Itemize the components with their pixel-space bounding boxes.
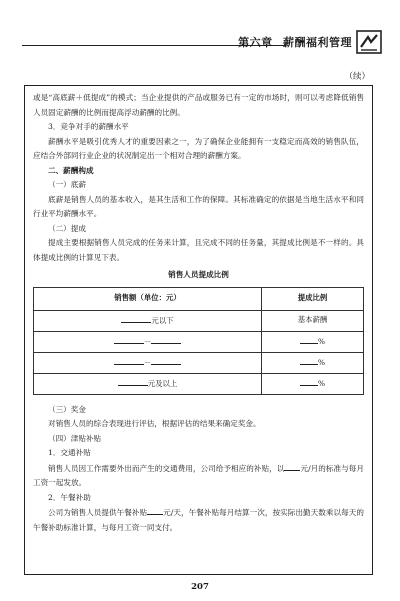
paragraph: 或是“高底薪＋低提成”的模式；当企业提供的产品或服务已有一定的市场时，则可以考虑降低销售人员固定薪酬的比例而提高浮动薪酬的比例。	[33, 93, 364, 117]
cell-text: 元及以上	[147, 378, 178, 388]
subheading: 2．午餐补助	[48, 492, 91, 502]
table-cell	[262, 373, 364, 394]
chapter-name: 薪酬福利管理	[283, 36, 352, 49]
table-cell	[34, 373, 262, 394]
table-cell	[262, 352, 364, 373]
cell-text: 元以下	[151, 315, 174, 325]
continued-label: （续）	[344, 72, 370, 82]
fill-blank	[300, 334, 318, 344]
paragraph	[33, 505, 364, 535]
subheading: （一）底薪	[48, 180, 86, 189]
paragraph: 提成主要根据销售人员完成的任务来计算，且完成不同的任务量，其提成比例是不一样的。具体提成比例的计算见下表。	[33, 238, 364, 262]
table-cell	[34, 310, 262, 331]
table-row	[34, 373, 364, 394]
page-number: 207	[191, 582, 209, 592]
table-row	[34, 352, 364, 373]
commission-table	[33, 287, 364, 395]
fill-blank	[300, 376, 318, 386]
fill-blank	[151, 355, 181, 365]
subheading: （四）津贴补贴	[48, 433, 102, 443]
fill-blank	[121, 313, 151, 323]
text-run: 元/月的标准与每月工资一起发放。	[33, 463, 365, 487]
section-heading: 二、薪酬构成	[48, 165, 94, 175]
cell-text: －	[143, 357, 152, 367]
table-header-row	[34, 287, 364, 310]
subheading: 1．交通补贴	[48, 448, 91, 457]
fill-blank	[147, 505, 163, 515]
subheading: （二）提成	[48, 223, 86, 233]
paragraph: 底薪是销售人员的基本收入，是其生活和工作的保障。其标准确定的依据是当地生活水平和同行业平均薪酬水平。	[33, 194, 364, 218]
fill-blank	[151, 334, 181, 344]
chapter-title	[238, 34, 352, 50]
cell-text: －	[143, 336, 152, 346]
table-cell	[34, 352, 262, 373]
table-cell: 基本薪酬	[262, 310, 364, 331]
cell-text: %	[318, 357, 326, 367]
fill-blank	[114, 355, 144, 365]
content-box	[24, 85, 373, 575]
table-header: 销售额（单位：元）	[34, 287, 262, 310]
paragraph: 对销售人员的综合表现进行评估，根据评估的结果来确定奖金。	[48, 419, 261, 428]
table-row	[34, 331, 364, 352]
cell-text: %	[318, 336, 326, 346]
table-title: 销售人员提成比例	[168, 270, 229, 279]
text-run: 元/天，午餐补贴每月结算一次，按实际出勤天数乘以每天的午餐补助标准计算，与每月工资一同支付。	[33, 508, 364, 532]
fill-blank	[118, 376, 148, 386]
cell-text: %	[318, 378, 326, 388]
paragraph: 薪酬水平是吸引优秀人才的重要因素之一，为了确保企业能拥有一支稳定而高效的销售队伍，应结合外部同行业企业的状况制定出一个相对合理的薪酬方案。	[33, 136, 364, 160]
text-run: 销售人员因工作需要外出而产生的交通费用，公司给予相应的补贴，以	[48, 463, 285, 473]
table-cell	[262, 331, 364, 352]
subheading: （三）奖金	[48, 404, 86, 414]
page-header	[22, 30, 386, 54]
chapter-logo-icon	[356, 30, 382, 54]
text-run: 公司为销售人员提供午餐补贴	[48, 508, 148, 517]
subheading: 3．竞争对手的薪酬水平	[48, 122, 129, 131]
table-row	[34, 310, 364, 331]
fill-blank	[114, 334, 144, 344]
table-header: 提成比例	[262, 287, 364, 310]
chapter-number: 第六章	[238, 36, 273, 49]
table-cell	[34, 331, 262, 352]
fill-blank	[284, 461, 300, 471]
fill-blank	[300, 355, 318, 365]
paragraph	[33, 461, 364, 491]
